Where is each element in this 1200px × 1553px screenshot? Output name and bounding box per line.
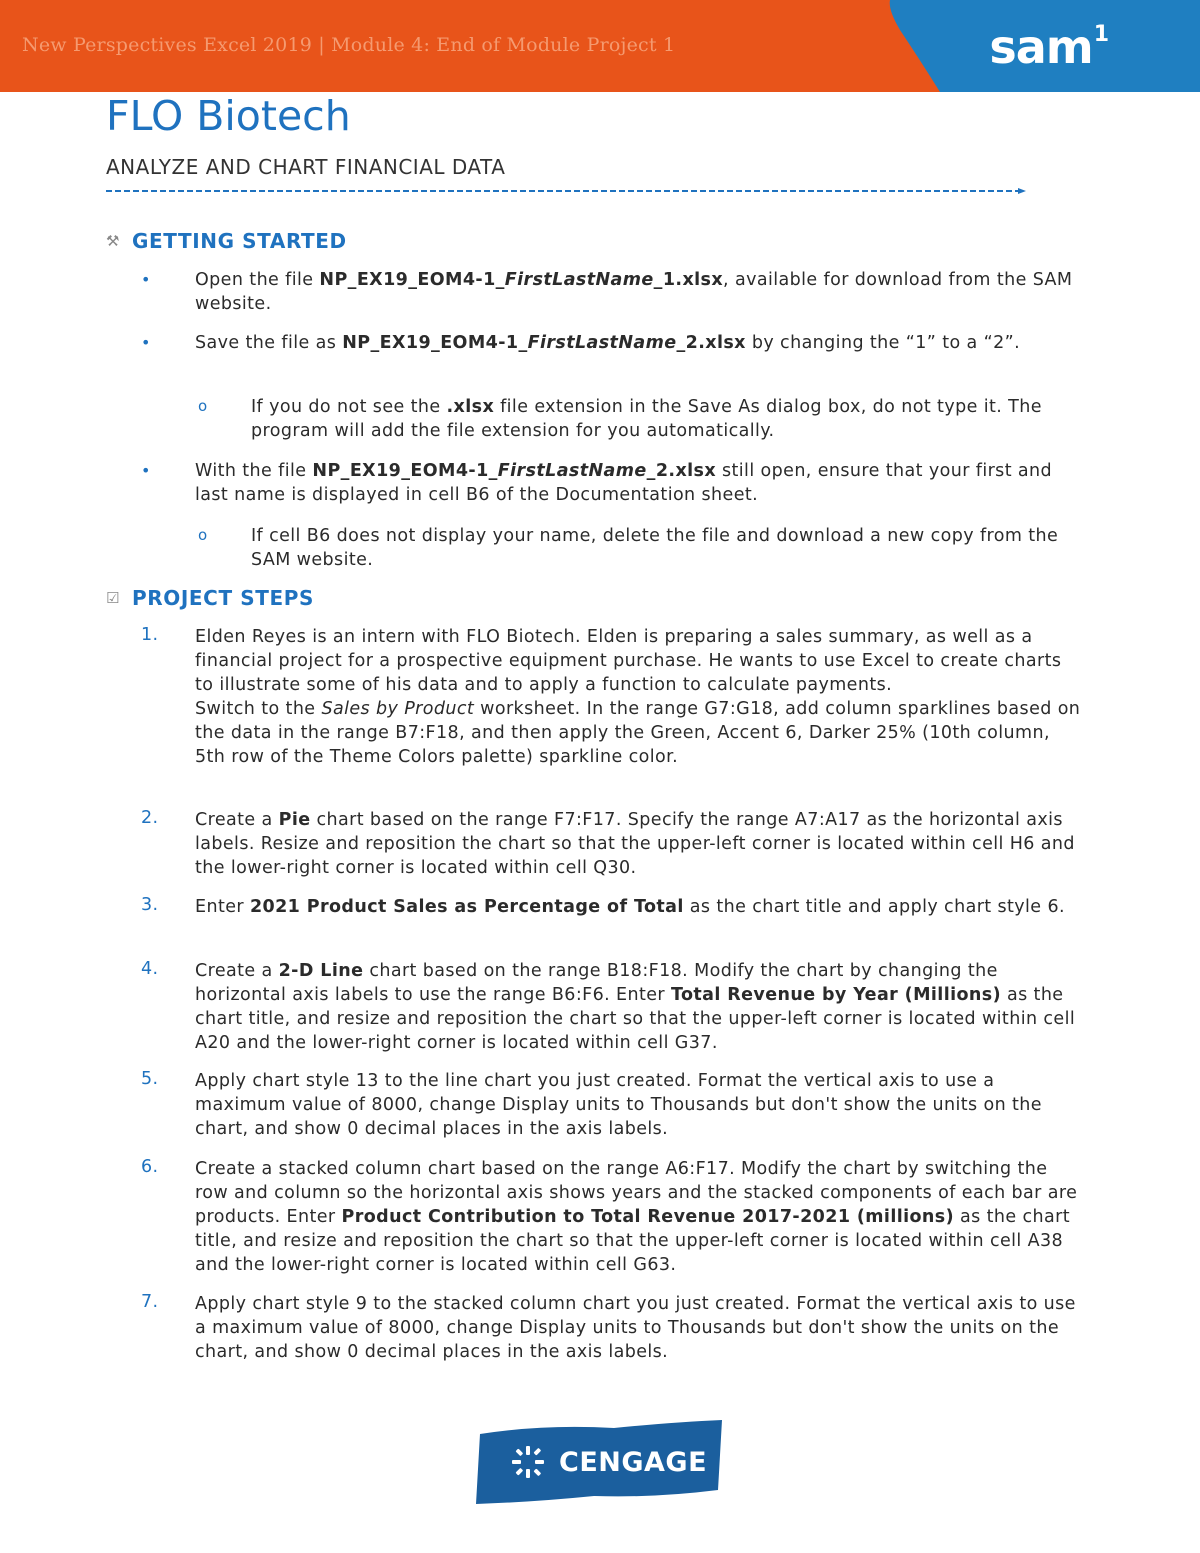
- text: Open the file: [195, 270, 320, 290]
- sam-logo: [989, 20, 1108, 74]
- text: If you do not see the: [251, 397, 447, 417]
- getting-started-heading: [106, 229, 347, 253]
- step-intro: Elden Reyes is an intern with FLO Biotech. Elden is preparing a sales summary, as well as a financial project for a prospective equipment purchase. He wants to use Excel to create charts to illustrate some of his data and to apply a function to calculate payments.: [195, 627, 1062, 695]
- bullet-icon: •: [141, 333, 151, 352]
- checklist-icon: ☑: [106, 589, 121, 607]
- text: worksheet. In the range G7:G18, add column sparklines based on the data in the range B7:F18, and then apply the Green, Accent 6, Darker 25% (10th column, 5th row of the Theme Colors palette) sparkline color.: [195, 699, 1081, 767]
- getting-started-subitem-2: If cell B6 does not display your name, delete the file and download a new copy from the SAM website.: [251, 526, 1059, 570]
- sam-logo-superscript: 1: [1093, 21, 1108, 47]
- filename-part: _2.xlsx: [646, 461, 717, 481]
- bullet-icon: •: [141, 461, 151, 480]
- text: chart based on the range F7:F17. Specify the range A7:A17 as the horizontal axis labels. Resize and reposition the chart so that the upper-left corner is located within cell H6 and the lower-right corner is located within cell Q30.: [195, 810, 1075, 878]
- sam-logo-text: sam: [989, 20, 1093, 74]
- step-number: 3.: [141, 895, 159, 915]
- step-number: 5.: [141, 1069, 159, 1089]
- cengage-brand-text: CENGAGE: [559, 1447, 708, 1478]
- text: file extension in the Save As dialog box, do not type it. The program will add the file extension for you automatically.: [251, 397, 1042, 441]
- step-4: [195, 959, 1085, 1055]
- text: as the chart title, and resize and reposition the chart so that the upper-left corner is located within cell A20 and the lower-right corner is located within cell G37.: [195, 985, 1076, 1053]
- text: Create a stacked column chart based on the range A6:F17. Modify the chart by switching the row and column so the horizontal axis shows years and the stacked components of each bar are products. Enter: [195, 1159, 1078, 1227]
- filename-part: _2.xlsx: [676, 333, 746, 353]
- text: Switch to the: [195, 699, 322, 719]
- text-bold: Product Contribution to Total Revenue 2017-2021 (millions): [341, 1207, 955, 1227]
- step-5: Apply chart style 13 to the line chart you just created. Format the vertical axis to use a maximum value of 8000, change Display units to Thousands but don't show the units on the chart, and show 0 decimal places in the axis labels.: [195, 1071, 1042, 1139]
- filename-part: NP_EX19_EOM4-1_: [342, 333, 528, 353]
- step-1: [195, 625, 1085, 769]
- text-bold: Total Revenue by Year (Millions): [670, 985, 1001, 1005]
- text: as the chart title and apply chart style 6.: [683, 897, 1065, 917]
- getting-started-item-2: [195, 331, 1085, 355]
- tools-icon: ⚒: [106, 232, 121, 250]
- getting-started-item-3: [195, 459, 1085, 507]
- step-7: Apply chart style 9 to the stacked column chart you just created. Format the vertical axis to use a maximum value of 8000, change Display units to Thousands but don't show the units on the chart, and show 0 decimal places in the axis labels.: [195, 1294, 1076, 1362]
- step-6: [195, 1157, 1085, 1277]
- filename-part: _1.xlsx: [653, 270, 724, 290]
- document-title: FLO Biotech: [106, 92, 351, 140]
- document-subtitle: ANALYZE AND CHART FINANCIAL DATA: [106, 155, 506, 179]
- text: as the chart title, and resize and reposition the chart so that the upper-left corner is located within cell A38 and the lower-right corner is located within cell G63.: [195, 1207, 1070, 1275]
- text: Save the file as: [195, 333, 343, 353]
- text: , available for download from the SAM website.: [195, 270, 1073, 314]
- filename-part: FirstLastName: [527, 333, 677, 353]
- course-header-text: New Perspectives Excel 2019 | Module 4: End of Module Project 1: [22, 34, 676, 56]
- bullet-icon: •: [141, 270, 151, 289]
- filename-part: FirstLastName: [497, 461, 647, 481]
- getting-started-heading-text: GETTING STARTED: [132, 229, 347, 253]
- text: by changing the “1” to a “2”.: [745, 333, 1021, 353]
- text: Create a: [195, 961, 279, 981]
- text: Enter: [195, 897, 250, 917]
- step-number: 7.: [141, 1292, 159, 1312]
- text: chart based on the range B18:F18. Modify the chart by changing the horizontal axis labels to use the range B6:F6. Enter: [195, 961, 998, 1005]
- getting-started-item-1: [195, 268, 1085, 316]
- text-bold: Pie: [278, 810, 311, 830]
- step-number: 4.: [141, 959, 159, 979]
- project-steps-heading: [106, 586, 314, 610]
- getting-started-subitem-1: [251, 395, 1081, 443]
- text: With the file: [195, 461, 313, 481]
- text-bold: .xlsx: [446, 397, 495, 417]
- text-bold: 2021 Product Sales as Percentage of Total: [249, 897, 684, 917]
- step-3: [195, 895, 1085, 919]
- dashed-divider: [106, 188, 1026, 194]
- step-number: 1.: [141, 625, 159, 645]
- text: Create a: [195, 810, 279, 830]
- sub-bullet-icon: o: [198, 526, 208, 544]
- step-2: [195, 808, 1085, 880]
- text-bold: 2-D Line: [278, 961, 364, 981]
- project-steps-heading-text: PROJECT STEPS: [132, 586, 315, 610]
- text-italic: Sales by Product: [321, 699, 475, 719]
- filename-part: NP_EX19_EOM4-1_: [312, 461, 498, 481]
- step-number: 2.: [141, 808, 159, 828]
- text: still open, ensure that your first and last name is displayed in cell B6 of the Documentation sheet.: [195, 461, 1053, 505]
- filename-part: NP_EX19_EOM4-1_: [319, 270, 505, 290]
- sub-bullet-icon: o: [198, 397, 208, 415]
- filename-part: FirstLastName: [504, 270, 654, 290]
- step-number: 6.: [141, 1157, 159, 1177]
- header-band: [0, 0, 1200, 92]
